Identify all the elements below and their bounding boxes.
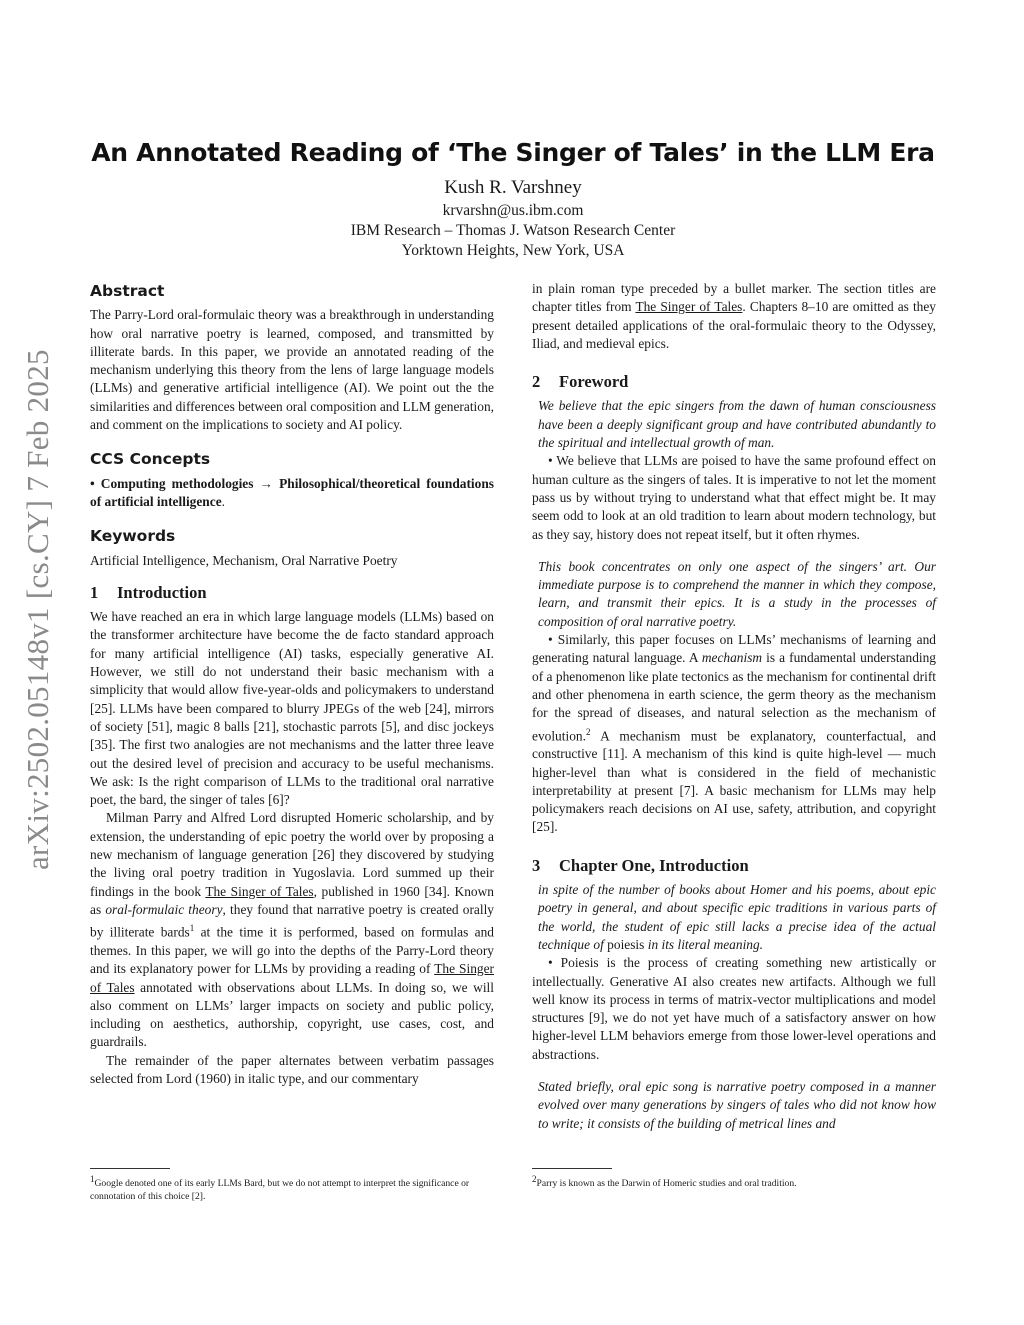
section-title: Introduction xyxy=(117,582,207,602)
quote-passage: We believe that the epic singers from the dawn of human consciousness have been a deeply significant group and have contributed abundantly to the spiritual and intellectual growth of man. xyxy=(538,398,936,451)
intro-paragraph-3: The remainder of the paper alternates between verbatim passages selected from Lord (1960) in italic type, and our commentary xyxy=(90,1052,494,1087)
section-heading-introduction xyxy=(90,584,494,602)
intro-continued: in plain roman type preceded by a bullet marker. The section titles are chapter titles from The Singer of Tales. Chapters 8–10 are omitted as they present detailed applications of the oral-formulaic theory to the Odyssey, Iliad, and medieval epics. xyxy=(532,281,937,351)
section-number: 2 xyxy=(532,372,541,392)
intro-paragraph-1: We have reached an era in which large language models (LLMs) based on the transformer architecture have become the de facto standard approach for many artificial intelligence (AI) tasks, especially generative AI. However, we still do not understand their basic mechanism with a simplicity that would allow five-year-olds and policymakers to understand [25]. LLMs have been compared to blurry JPEGs of the web [24], mirrors of society [51], magic 8 balls [21], stochastic parrots [5], and disc jockeys [35]. The first two analogies are not mechanisms and the latter three leave out the desired level of precision and accuracy to be useful mechanisms. We ask: Is the right comparison of LLMs to the traditional oral narrative poet, the bard, the singer of tales [6]? xyxy=(90,609,494,808)
book-title-link: The Singer of Tales xyxy=(90,961,494,995)
footnotes-right xyxy=(532,1160,936,1191)
footnote-1: $^1$Google denoted one of its early LLMs Bard, but we do not attempt to interpret the significance or connotation of this choice [2]. xyxy=(90,1174,470,1202)
section-number: 3 xyxy=(532,855,541,875)
footnote-2: $^2$Parry is known as the Darwin of Homeric studies and oral tradition. xyxy=(532,1174,797,1190)
term-italic: oral-formulaic theory xyxy=(105,901,223,917)
section-heading-foreword xyxy=(532,373,936,391)
quote-passage: in spite of the number of books about Homer and his poems, about epic poetry in general, and about specific epic traditions in various parts of the world, the student of epic still lacks a precise idea of the actual technique of poiesis in its literal meaning. xyxy=(538,882,936,952)
quote-passage: Stated briefly, oral epic song is narrative poetry composed in a manner evolved over many generations by singers of tales who did not know how to write; it consists of the building of metrical lines and xyxy=(538,1079,936,1131)
ccs-end: . xyxy=(221,493,225,509)
left-column xyxy=(90,280,494,1088)
commentary-paragraph: • Similarly, this paper focuses on LLMs’ mechanisms of learning and generating natural language. A mechanism is a fundamental understanding of a phenomenon like plate tectonics as the mechanism for continental drift and other phenomena in earth science, the germ theory as the mechanism for the spread of diseases, and natural selection as the mechanism of evolution.$^2$ A mechanism must be explanatory, counterfactual, and constructive [11]. A mechanism of this kind is quite high-level — much higher-level than what is considered in the field of mechanistic interpretability at present [7]. A basic mechanism for LLMs may help policymakers reach decisions on AI use, safety, attribution, and copyright [25]. xyxy=(532,632,937,835)
paper-title: An Annotated Reading of ‘The Singer of Tales’ in the LLM Era xyxy=(91,138,935,167)
author-email[interactable]: krvarshn@us.ibm.com xyxy=(442,202,584,219)
footnotes-left xyxy=(90,1160,494,1203)
arxiv-stamp: arXiv:2502.05148v1 [cs.CY] 7 Feb 2025 xyxy=(20,349,55,871)
author-name: Kush R. Varshney xyxy=(444,177,582,198)
keywords-text: Artificial Intelligence, Mechanism, Oral Narrative Poetry xyxy=(90,552,398,568)
paper-header xyxy=(90,138,936,261)
right-column xyxy=(532,280,936,1133)
book-title-link: The Singer of Tales xyxy=(205,883,314,899)
term-roman: poiesis xyxy=(607,936,645,952)
author-location: Yorktown Heights, New York, USA xyxy=(401,242,625,259)
abstract-heading: Abstract xyxy=(90,282,165,300)
section-title: Foreword xyxy=(559,372,629,392)
keywords-heading: Keywords xyxy=(90,527,176,546)
term-italic: mechanism xyxy=(701,650,763,666)
ccs-text xyxy=(90,475,494,512)
author-affiliation: IBM Research – Thomas J. Watson Research Center xyxy=(350,222,676,239)
footnote-marker[interactable]: 1 xyxy=(189,923,195,934)
ccs-heading: CCS Concepts xyxy=(90,450,211,469)
section-title: Chapter One, Introduction xyxy=(559,855,749,875)
footnote-rule xyxy=(532,1168,612,1169)
abstract-text: The Parry-Lord oral-formulaic theory was a breakthrough in understanding how oral narrative poetry is learned, composed, and transmitted by illiterate bards. In this paper, we provide an annotated reading of the mechanism underlying this theory from the lens of large language models (LLMs) and generative artificial intelligence (AI). We point out the the similarities and differences between oral composition and LLM generation, and comment on the implications to society and AI policy. xyxy=(90,307,494,433)
section-number: 1 xyxy=(90,582,99,602)
footnote-marker[interactable]: 2 xyxy=(585,726,591,737)
book-title-link: The Singer of Tales xyxy=(635,299,743,315)
footnote-rule xyxy=(90,1168,170,1169)
section-heading-chapter-one xyxy=(532,857,936,875)
commentary-paragraph: • We believe that LLMs are poised to have the same profound effect on human culture as the singers of tales. It is imperative to not let the moment pass us by without trying to understand what that effect might be. It may seem odd to look at an old tradition to learn about modern technology, but as they say, history does not repeat itself, but it often rhymes. xyxy=(532,453,936,542)
ccs-concept: • Computing methodologies → Philosophical/theoretical foundations of artificial intelligence xyxy=(90,475,494,509)
quote-passage: This book concentrates on only one aspect of the singers’ art. Our immediate purpose is to comprehend the manner in which they compose, learn, and transmit their epics. It is a study in the processes of composition of oral narrative poetry. xyxy=(538,558,936,629)
commentary-paragraph: • Poiesis is the process of creating something new artistically or intellectually. Generative AI also creates new artifacts. Although we full well know its process in terms of matrix-vector multiplications and model structures [9], we do not yet have much of a satisfactory answer on how higher-level LLM behaviors emerge from those lower-level operations and abstractions. xyxy=(532,955,936,1062)
intro-paragraph-2: Milman Parry and Alfred Lord disrupted Homeric scholarship, and by extension, the understanding of epic poetry the world over by proposing a new mechanism of language generation [26] they discovered by studying the living oral poetry tradition in Yugoslavia. Lord summed up their findings in the book The Singer of Tales, published in 1960 [34]. Known as oral-formulaic theory, they found that narrative poetry is created orally by illiterate bards$^1$ at the time it is performed, based on formulas and themes. In this paper, we will go into the depths of the Parry-Lord theory and its explanatory power for LLMs by providing a reading of The Singer of Tales annotated with observations about LLMs. In doing so, we will also comment on LLMs’ larger impacts on society and public policy, including on aesthetics, authorship, copyright, use cases, cost, and guardrails. xyxy=(90,810,494,1050)
